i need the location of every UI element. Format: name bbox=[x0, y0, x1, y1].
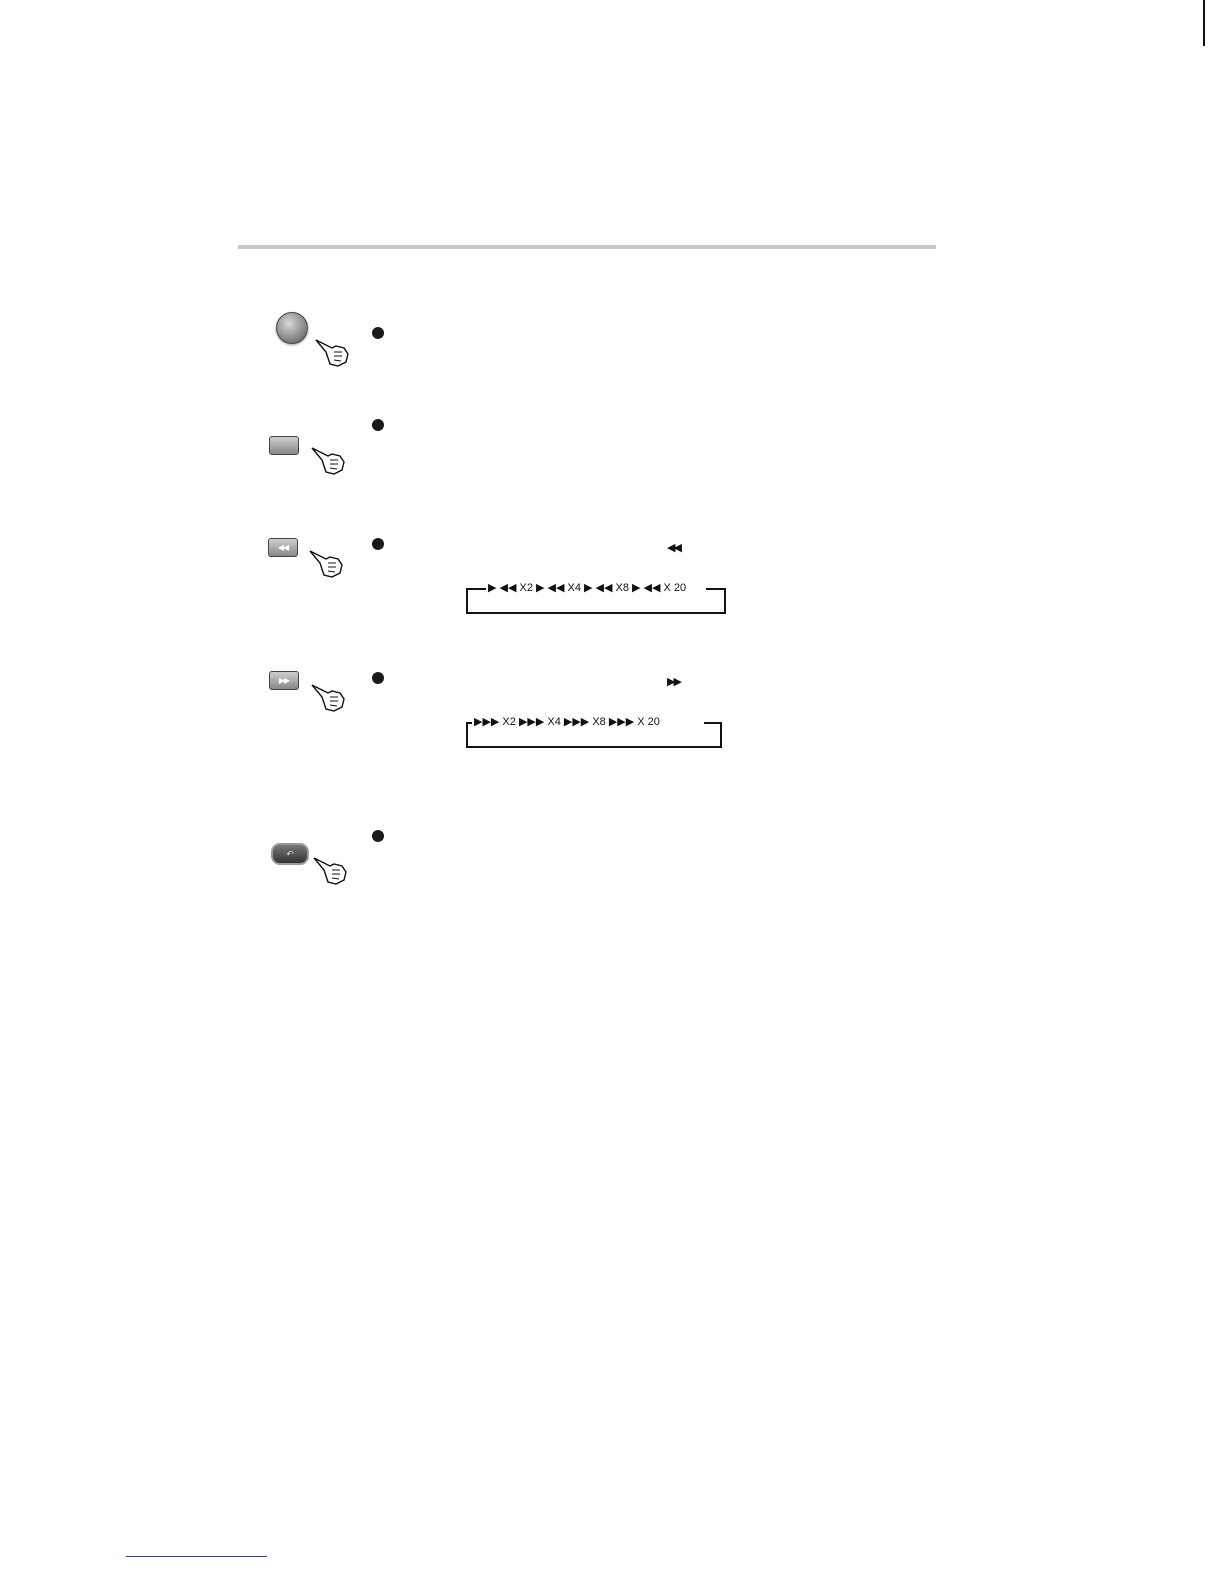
footer-link-underline[interactable] bbox=[126, 1556, 267, 1557]
fast-forward-button-icon: ▶▶ bbox=[269, 671, 299, 690]
top-right-vertical-line bbox=[1203, 0, 1205, 46]
rewind-speed-sequence bbox=[466, 582, 726, 614]
rewind-button-icon: ◀◀ bbox=[268, 538, 298, 557]
pointing-hand-icon bbox=[310, 442, 350, 476]
pointing-hand-icon bbox=[310, 679, 350, 713]
bullet bbox=[372, 327, 384, 339]
pointing-hand-icon bbox=[308, 545, 348, 579]
fast-forward-speed-sequence bbox=[466, 716, 722, 748]
fast-forward-sequence-text: ▶▶▶ X2 ▶▶▶ X4 ▶▶▶ X8 ▶▶▶ X 20 bbox=[474, 716, 660, 728]
rewind-sequence-text: ▶ ◀◀ X2 ▶ ◀◀ X4 ▶ ◀◀ X8 ▶ ◀◀ X 20 bbox=[488, 582, 687, 594]
header-rule bbox=[238, 245, 936, 249]
bullet bbox=[372, 830, 384, 842]
pointing-hand-icon bbox=[312, 852, 352, 886]
fast-forward-symbol: ▶▶ bbox=[667, 676, 680, 688]
rewind-symbol: ◀◀ bbox=[667, 542, 680, 554]
return-button-icon: ↶ bbox=[271, 843, 309, 865]
bullet bbox=[372, 419, 384, 431]
bullet bbox=[372, 538, 384, 550]
bullet bbox=[372, 672, 384, 684]
rect-gray-button-icon bbox=[269, 436, 299, 455]
round-gray-button-icon bbox=[276, 312, 308, 344]
pointing-hand-icon bbox=[314, 334, 354, 368]
